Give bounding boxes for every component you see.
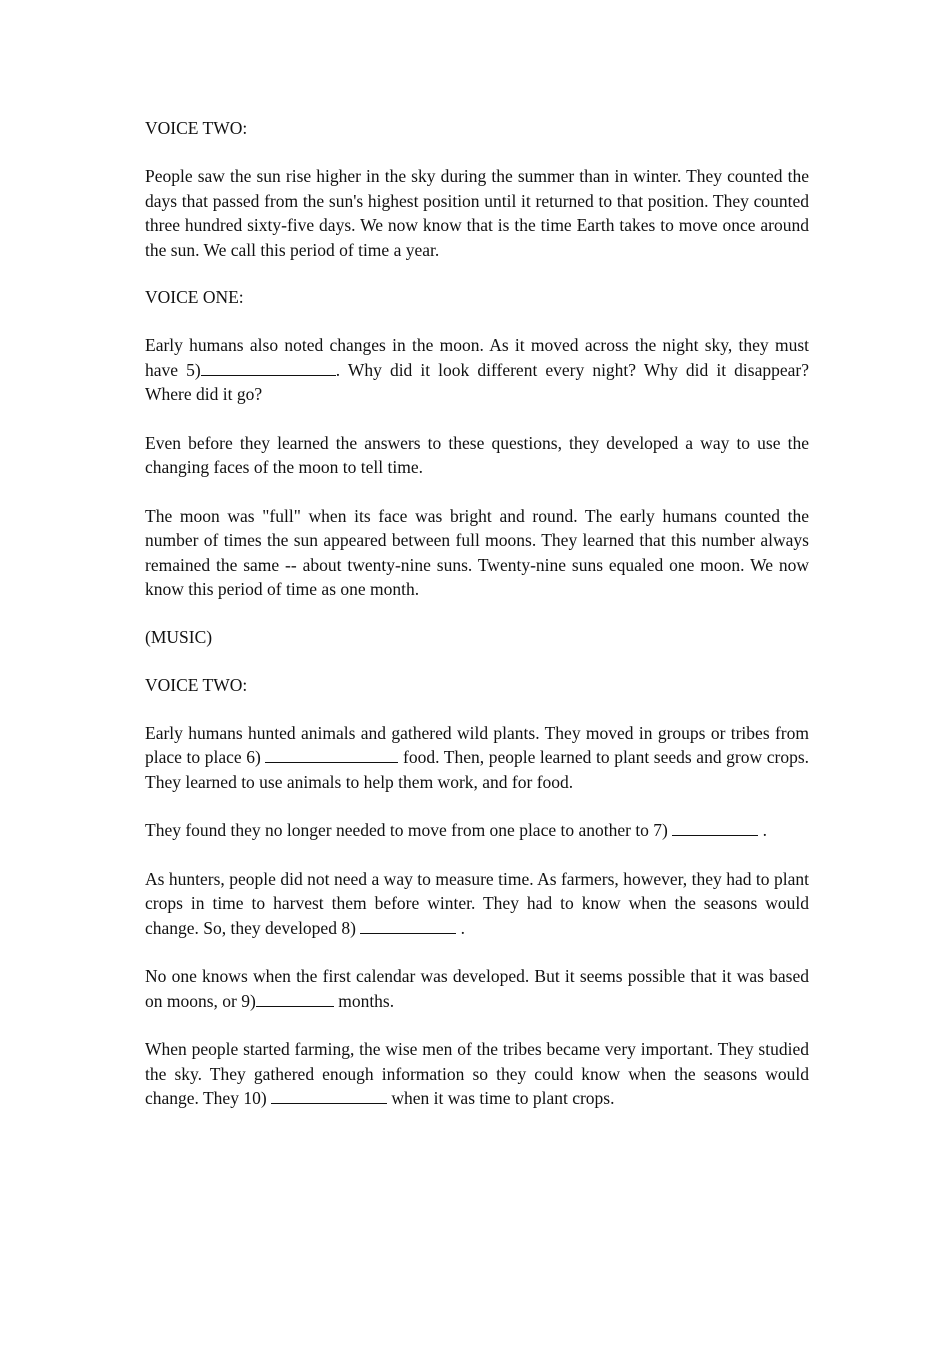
paragraph-text: They found they no longer needed to move from one place to another to 7) xyxy=(145,820,668,840)
paragraph-hunters xyxy=(145,721,809,795)
speaker-heading: VOICE TWO: xyxy=(145,118,248,138)
paragraph-farmers xyxy=(145,867,809,941)
speaker-heading: VOICE TWO: xyxy=(145,674,248,695)
paragraph-text: When people started farming, the wise men of the tribes became very important. They studied the sky. They gathered enough information so they could know when the seasons would change. They 10) xyxy=(145,1039,809,1108)
paragraph-text: Early humans hunted animals and gathered wild plants. They moved in groups or tribes from place to place 6) xyxy=(145,722,809,767)
paragraph-text: food. Then, people learned to plant seeds and grow crops. They learned to use animals to help them work, and for food. xyxy=(145,747,810,792)
paragraph-text: when it was time to plant crops. xyxy=(391,1088,615,1108)
paragraph-text: months. xyxy=(338,990,395,1011)
paragraph-text: Early humans also noted changes in the moon. As it moved across the night sky, they must have 5) xyxy=(145,335,809,380)
paragraph-moon-changes xyxy=(145,333,809,407)
paragraph-text: No one knows when the first calendar was developed. But it seems possible that it was based on moons, or 9) xyxy=(145,966,809,1011)
fill-in-blank-7[interactable] xyxy=(672,821,758,836)
paragraph-text: . xyxy=(762,820,768,840)
paragraph-moon-time: Even before they learned the answers to these questions, they developed a way to use the changing faces of the moon to tell time. xyxy=(145,432,809,477)
paragraph-no-move xyxy=(145,818,809,843)
fill-in-blank-9[interactable] xyxy=(256,992,334,1007)
music-cue: (MUSIC) xyxy=(145,626,213,647)
document-page xyxy=(145,116,809,1111)
speaker-heading: VOICE ONE: xyxy=(145,287,244,307)
fill-in-blank-8[interactable] xyxy=(360,919,456,934)
paragraph-text: . Why did it look different every night? Why did it disappear? Where did it go? xyxy=(145,359,809,404)
paragraph-month: The moon was "full" when its face was bright and round. The early humans counted the number of times the sun appeared between full moons. They learned that this number always remained the same -- about twenty-nine suns. Twenty-nine suns equaled one moon. We now know this period of time as one month. xyxy=(145,505,809,599)
paragraph-year: People saw the sun rise higher in the sky during the summer than in winter. They counted the days that passed from the sun's highest position until it returned to that position. They counted three hundred sixty-five days. We now know that is the time Earth takes to move once around the sun. We call this period of time a year. xyxy=(145,166,809,260)
fill-in-blank-5[interactable] xyxy=(201,361,336,376)
paragraph-text: As hunters, people did not need a way to measure time. As farmers, however, they had to plant crops in time to harvest them before winter. They had to know when the seasons would change. So, they developed 8) xyxy=(145,868,809,938)
paragraph-text: . xyxy=(460,917,466,938)
fill-in-blank-6[interactable] xyxy=(265,748,398,763)
paragraph-calendar xyxy=(145,964,809,1013)
fill-in-blank-10[interactable] xyxy=(271,1089,387,1104)
paragraph-wise-men xyxy=(145,1037,809,1111)
